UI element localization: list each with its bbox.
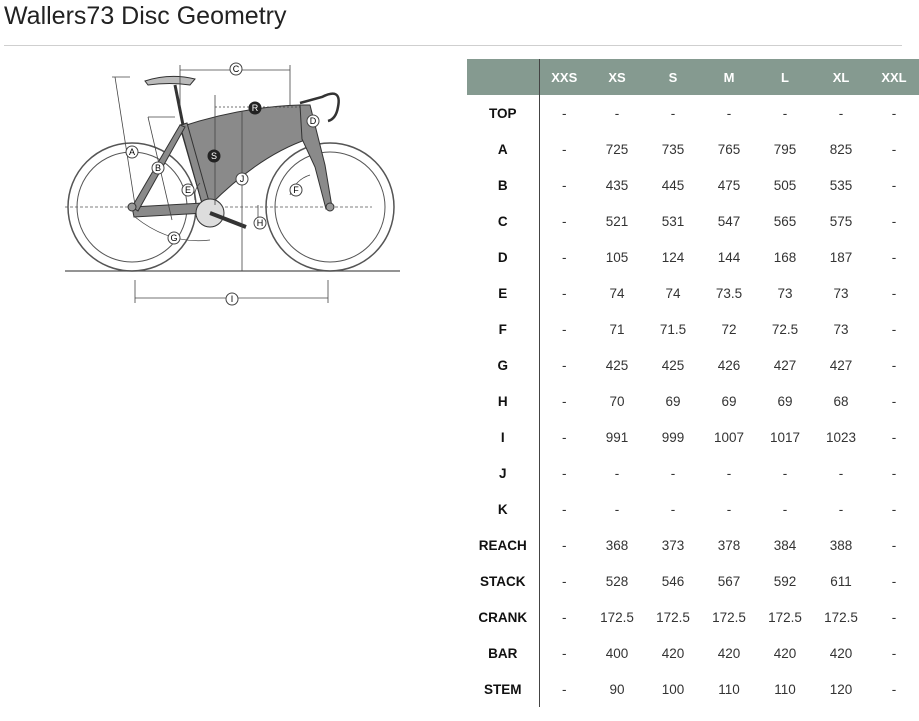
table-cell: 565 xyxy=(773,213,797,229)
table-cell: 427 xyxy=(829,357,853,373)
row-label: STACK xyxy=(467,563,539,599)
table-cell: 72 xyxy=(721,321,737,337)
table-row xyxy=(467,383,919,419)
table-cell: - xyxy=(562,177,567,193)
table-cell: - xyxy=(891,249,897,265)
table-cell: 70 xyxy=(609,393,625,409)
table-cell: 575 xyxy=(829,213,853,229)
table-cell: - xyxy=(562,357,567,373)
table-cell: - xyxy=(670,105,676,121)
table-cell: - xyxy=(562,141,567,157)
table-cell: 592 xyxy=(773,573,797,589)
size-header: M xyxy=(701,59,757,95)
table-cell: 426 xyxy=(717,357,741,373)
table-cell: - xyxy=(562,609,567,625)
table-cell: 420 xyxy=(717,645,741,661)
table-cell: - xyxy=(891,285,897,301)
table-cell: - xyxy=(562,573,567,589)
row-label: J xyxy=(467,455,539,491)
table-cell: - xyxy=(891,105,897,121)
table-cell: 110 xyxy=(774,681,796,697)
table-cell: 74 xyxy=(609,285,625,301)
table-cell: - xyxy=(562,501,567,517)
table-cell: - xyxy=(562,393,567,409)
table-cell: - xyxy=(726,465,732,481)
table-cell: 420 xyxy=(829,645,853,661)
table-row xyxy=(467,347,919,383)
row-label: C xyxy=(467,203,539,239)
table-cell: 68 xyxy=(833,393,849,409)
table-cell: 991 xyxy=(605,429,629,445)
size-header: XXL xyxy=(869,59,919,95)
bike-frame xyxy=(132,105,332,217)
table-row xyxy=(467,671,919,707)
table-cell: - xyxy=(782,501,788,517)
row-label: K xyxy=(467,491,539,527)
table-cell: 73 xyxy=(777,285,793,301)
table-row xyxy=(467,455,919,491)
table-cell: 535 xyxy=(829,177,853,193)
table-cell: 546 xyxy=(661,573,685,589)
label-i: I xyxy=(230,294,234,304)
table-cell: 144 xyxy=(717,249,741,265)
table-cell: 69 xyxy=(665,393,681,409)
table-row xyxy=(467,311,919,347)
table-cell: - xyxy=(726,501,732,517)
table-cell: 531 xyxy=(661,213,685,229)
table-cell: - xyxy=(726,105,732,121)
row-label: H xyxy=(467,383,539,419)
label-b: B xyxy=(154,163,162,173)
table-cell: - xyxy=(891,141,897,157)
table-cell: 124 xyxy=(661,249,685,265)
label-r: R xyxy=(251,103,259,113)
label-a: A xyxy=(128,147,136,157)
table-cell: - xyxy=(891,177,897,193)
row-label: I xyxy=(467,419,539,455)
bike-geometry-diagram xyxy=(60,55,405,310)
table-cell: 425 xyxy=(605,357,629,373)
table-cell: 475 xyxy=(717,177,741,193)
table-cell: 420 xyxy=(773,645,797,661)
table-row xyxy=(467,275,919,311)
label-e: E xyxy=(184,185,192,195)
table-cell: - xyxy=(891,501,897,517)
size-header: L xyxy=(757,59,813,95)
table-cell: - xyxy=(891,357,897,373)
table-row xyxy=(467,131,919,167)
row-label: A xyxy=(467,131,539,167)
row-label: D xyxy=(467,239,539,275)
table-cell: 71.5 xyxy=(659,321,687,337)
table-cell: 368 xyxy=(605,537,629,553)
table-cell: 71 xyxy=(609,321,625,337)
table-cell: 73.5 xyxy=(715,285,743,301)
row-label: BAR xyxy=(467,635,539,671)
saddle xyxy=(145,76,195,85)
table-cell: 378 xyxy=(717,537,741,553)
table-cell: 100 xyxy=(661,681,685,697)
table-cell: - xyxy=(562,681,567,697)
label-j: J xyxy=(239,174,245,184)
table-row xyxy=(467,527,919,563)
row-label: STEM xyxy=(467,671,539,707)
table-cell: 384 xyxy=(773,537,797,553)
table-cell: 69 xyxy=(721,393,737,409)
row-label: G xyxy=(467,347,539,383)
table-cell: 567 xyxy=(717,573,741,589)
table-cell: - xyxy=(782,105,788,121)
title-divider xyxy=(4,45,902,46)
table-row xyxy=(467,635,919,671)
table-cell: 105 xyxy=(605,249,629,265)
table-cell: 528 xyxy=(605,573,629,589)
row-label: TOP xyxy=(467,95,539,131)
table-cell: - xyxy=(614,465,620,481)
table-cell: - xyxy=(891,573,897,589)
geometry-table xyxy=(467,59,919,707)
table-cell: 547 xyxy=(717,213,741,229)
table-cell: - xyxy=(891,393,897,409)
size-header: XS xyxy=(589,59,645,95)
row-label: REACH xyxy=(467,527,539,563)
size-header: XL xyxy=(813,59,869,95)
row-label: CRANK xyxy=(467,599,539,635)
table-cell: - xyxy=(562,645,567,661)
label-f: F xyxy=(293,185,299,195)
table-cell: - xyxy=(838,501,844,517)
label-g: G xyxy=(170,233,178,243)
table-cell: 172.5 xyxy=(712,609,746,625)
table-cell: - xyxy=(891,465,897,481)
table-cell: - xyxy=(670,465,676,481)
table-row xyxy=(467,491,919,527)
table-header-corner xyxy=(467,59,539,95)
label-c: C xyxy=(232,64,240,74)
table-row xyxy=(467,95,919,131)
table-cell: - xyxy=(891,645,897,661)
front-hub xyxy=(326,203,334,211)
table-cell: - xyxy=(562,537,567,553)
table-cell: - xyxy=(891,321,897,337)
size-header: XXS xyxy=(539,59,589,95)
table-row xyxy=(467,419,919,455)
table-cell: - xyxy=(562,213,567,229)
table-row xyxy=(467,599,919,635)
table-cell: - xyxy=(891,681,897,697)
table-cell: 735 xyxy=(661,141,685,157)
table-cell: 172.5 xyxy=(768,609,802,625)
table-cell: 120 xyxy=(829,681,853,697)
table-cell: - xyxy=(670,501,676,517)
table-cell: 425 xyxy=(661,357,685,373)
table-cell: - xyxy=(562,429,567,445)
table-cell: 90 xyxy=(609,681,625,697)
table-cell: 72.5 xyxy=(771,321,799,337)
table-cell: - xyxy=(562,285,567,301)
table-cell: - xyxy=(562,465,567,481)
table-cell: 168 xyxy=(773,249,797,265)
table-cell: 73 xyxy=(833,285,849,301)
table-cell: 825 xyxy=(829,141,853,157)
table-cell: 74 xyxy=(665,285,681,301)
table-cell: 73 xyxy=(833,321,849,337)
table-cell: 373 xyxy=(661,537,685,553)
table-cell: 1007 xyxy=(713,429,745,445)
table-cell: 172.5 xyxy=(824,609,858,625)
table-cell: 795 xyxy=(773,141,797,157)
table-cell: 521 xyxy=(605,213,629,229)
table-cell: 1017 xyxy=(769,429,801,445)
row-label: B xyxy=(467,167,539,203)
seatpost xyxy=(175,85,183,125)
table-cell: - xyxy=(614,105,620,121)
table-cell: 400 xyxy=(605,645,629,661)
table-cell: - xyxy=(562,249,567,265)
table-cell: 172.5 xyxy=(656,609,690,625)
row-label: E xyxy=(467,275,539,311)
table-cell: 445 xyxy=(661,177,685,193)
table-cell: 505 xyxy=(773,177,797,193)
size-header: S xyxy=(645,59,701,95)
table-cell: - xyxy=(891,537,897,553)
page-title: Wallers73 Disc Geometry xyxy=(4,2,287,30)
table-cell: 427 xyxy=(773,357,797,373)
table-row xyxy=(467,203,919,239)
table-cell: 187 xyxy=(829,249,853,265)
table-cell: 765 xyxy=(717,141,741,157)
table-header-row xyxy=(467,59,919,95)
table-cell: - xyxy=(838,465,844,481)
table-row xyxy=(467,167,919,203)
label-d: D xyxy=(309,116,317,126)
table-cell: - xyxy=(562,321,567,337)
table-cell: - xyxy=(891,609,897,625)
table-cell: - xyxy=(614,501,620,517)
label-h: H xyxy=(256,218,264,228)
table-cell: 435 xyxy=(605,177,629,193)
table-cell: 110 xyxy=(718,681,740,697)
table-cell: 172.5 xyxy=(600,609,634,625)
table-cell: 611 xyxy=(830,573,852,589)
table-cell: 725 xyxy=(605,141,629,157)
label-s: S xyxy=(210,151,218,161)
table-cell: 388 xyxy=(829,537,853,553)
table-cell: 69 xyxy=(777,393,793,409)
row-label: F xyxy=(467,311,539,347)
table-row xyxy=(467,563,919,599)
table-cell: - xyxy=(891,429,897,445)
table-cell: 999 xyxy=(661,429,685,445)
table-body xyxy=(467,95,919,707)
table-cell: - xyxy=(782,465,788,481)
table-row xyxy=(467,239,919,275)
table-cell: - xyxy=(891,213,897,229)
table-cell: - xyxy=(562,105,567,121)
table-cell: 1023 xyxy=(825,429,857,445)
table-cell: - xyxy=(838,105,844,121)
table-cell: 420 xyxy=(661,645,685,661)
